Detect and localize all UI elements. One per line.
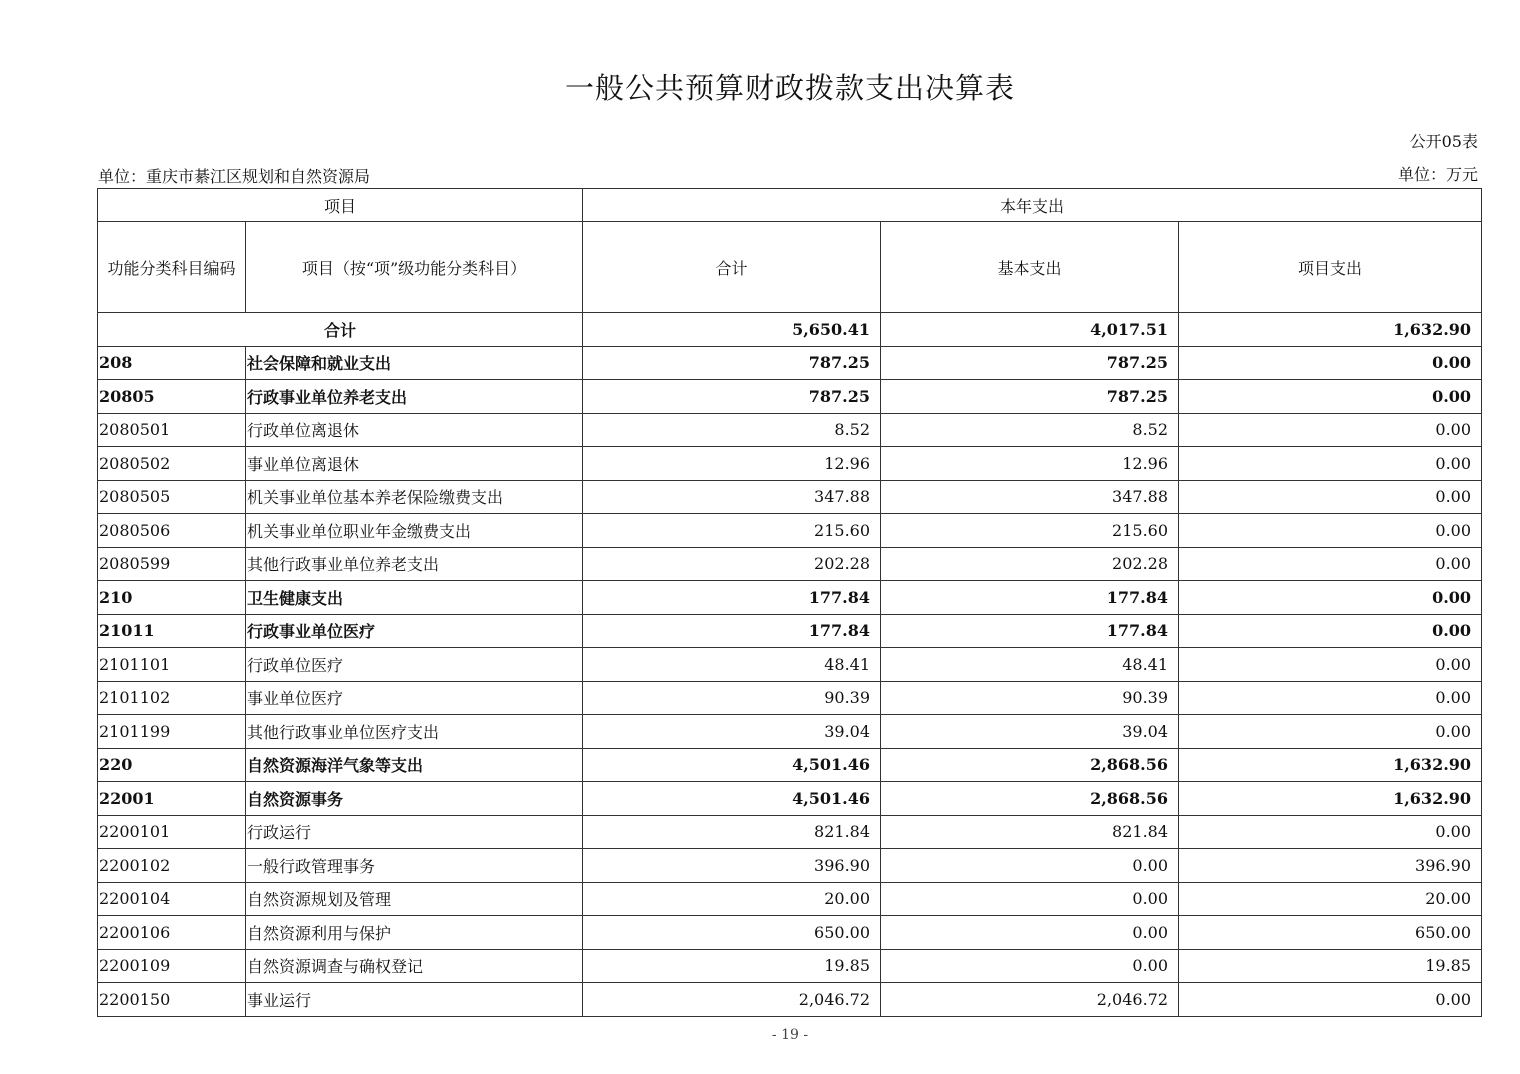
table-row [98,882,1482,916]
row-total: 12.96 [583,447,881,481]
row-total: 650.00 [583,916,881,950]
table-row [98,514,1482,548]
row-code: 2080501 [98,413,246,447]
row-name: 行政事业单位养老支出 [246,380,583,414]
row-basic: 0.00 [881,849,1179,883]
row-project: 0.00 [1179,346,1482,380]
form-number: 公开05表 [1409,132,1478,151]
row-name: 自然资源调查与确权登记 [246,949,583,983]
row-name: 机关事业单位基本养老保险缴费支出 [246,480,583,514]
row-code: 2200109 [98,949,246,983]
row-total: 8.52 [583,413,881,447]
currency-unit: 单位：万元 [1397,165,1478,184]
total-label: 合计 [98,313,583,347]
table-row [98,346,1482,380]
header-project-exp: 项目支出 [1179,222,1482,313]
row-basic: 347.88 [881,480,1179,514]
table-row [98,413,1482,447]
table-row [98,983,1482,1017]
header-total: 合计 [583,222,881,313]
row-project: 0.00 [1179,514,1482,548]
row-basic: 787.25 [881,346,1179,380]
total-row [98,313,1482,347]
table-row [98,849,1482,883]
row-code: 2101199 [98,715,246,749]
table-row [98,480,1482,514]
header-row-top [98,189,1482,222]
table-row [98,782,1482,816]
header-project: 项目 [98,189,583,222]
row-code: 2200106 [98,916,246,950]
table-row [98,547,1482,581]
row-basic: 177.84 [881,581,1179,615]
row-name: 其他行政事业单位医疗支出 [246,715,583,749]
row-name: 自然资源利用与保护 [246,916,583,950]
row-total: 39.04 [583,715,881,749]
row-total: 20.00 [583,882,881,916]
row-code: 2200104 [98,882,246,916]
row-basic: 8.52 [881,413,1179,447]
row-code: 2080502 [98,447,246,481]
page-title: 一般公共预算财政拨款支出决算表 [564,71,1015,105]
row-total: 347.88 [583,480,881,514]
table-row [98,648,1482,682]
row-project: 0.00 [1179,581,1482,615]
row-name: 行政运行 [246,815,583,849]
row-name: 其他行政事业单位养老支出 [246,547,583,581]
table-row [98,715,1482,749]
row-project: 0.00 [1179,681,1482,715]
row-project: 396.90 [1179,849,1482,883]
row-total: 4,501.46 [583,748,881,782]
row-name: 卫生健康支出 [246,581,583,615]
row-project: 650.00 [1179,916,1482,950]
row-code: 2200150 [98,983,246,1017]
row-basic: 821.84 [881,815,1179,849]
table-row [98,614,1482,648]
row-project: 19.85 [1179,949,1482,983]
row-project: 1,632.90 [1179,782,1482,816]
row-basic: 0.00 [881,949,1179,983]
row-name: 行政单位离退休 [246,413,583,447]
row-basic: 787.25 [881,380,1179,414]
table-row [98,815,1482,849]
row-name: 一般行政管理事务 [246,849,583,883]
row-name: 事业单位离退休 [246,447,583,481]
row-project: 0.00 [1179,614,1482,648]
row-total: 4,501.46 [583,782,881,816]
row-name: 自然资源事务 [246,782,583,816]
row-basic: 48.41 [881,648,1179,682]
row-name: 行政事业单位医疗 [246,614,583,648]
row-code: 20805 [98,380,246,414]
row-basic: 39.04 [881,715,1179,749]
row-code: 2200101 [98,815,246,849]
row-basic: 177.84 [881,614,1179,648]
row-code: 210 [98,581,246,615]
row-code: 2200102 [98,849,246,883]
row-project: 0.00 [1179,815,1482,849]
header-row-bottom [98,222,1482,313]
expenditure-table [97,188,1482,1017]
row-total: 177.84 [583,614,881,648]
row-basic: 0.00 [881,916,1179,950]
row-name: 机关事业单位职业年金缴费支出 [246,514,583,548]
row-basic: 215.60 [881,514,1179,548]
table-row [98,916,1482,950]
row-code: 21011 [98,614,246,648]
reporting-unit: 单位：重庆市綦江区规划和自然资源局 [98,167,371,186]
row-name: 事业运行 [246,983,583,1017]
row-project: 0.00 [1179,480,1482,514]
row-total: 2,046.72 [583,983,881,1017]
table-row [98,681,1482,715]
table-row [98,581,1482,615]
table-row [98,748,1482,782]
header-code: 功能分类科目编码 [98,222,246,313]
row-basic: 202.28 [881,547,1179,581]
row-total: 19.85 [583,949,881,983]
table-row [98,380,1482,414]
row-project: 0.00 [1179,413,1482,447]
row-name: 自然资源规划及管理 [246,882,583,916]
row-total: 202.28 [583,547,881,581]
row-name: 自然资源海洋气象等支出 [246,748,583,782]
total-basic: 4,017.51 [881,313,1179,347]
row-name: 社会保障和就业支出 [246,346,583,380]
row-project: 0.00 [1179,447,1482,481]
row-basic: 2,046.72 [881,983,1179,1017]
row-project: 0.00 [1179,648,1482,682]
row-code: 220 [98,748,246,782]
row-project: 1,632.90 [1179,748,1482,782]
row-code: 2080505 [98,480,246,514]
header-item-name: 项目（按“项”级功能分类科目） [246,222,583,313]
row-total: 821.84 [583,815,881,849]
total-project: 1,632.90 [1179,313,1482,347]
row-code: 2080506 [98,514,246,548]
row-name: 事业单位医疗 [246,681,583,715]
header-basic: 基本支出 [881,222,1179,313]
row-code: 2101101 [98,648,246,682]
row-total: 177.84 [583,581,881,615]
row-total: 48.41 [583,648,881,682]
header-current-year: 本年支出 [583,189,1482,222]
row-total: 787.25 [583,346,881,380]
row-total: 90.39 [583,681,881,715]
row-project: 0.00 [1179,547,1482,581]
row-basic: 2,868.56 [881,782,1179,816]
row-basic: 0.00 [881,882,1179,916]
row-code: 208 [98,346,246,380]
row-total: 215.60 [583,514,881,548]
row-basic: 12.96 [881,447,1179,481]
table-row [98,447,1482,481]
row-project: 0.00 [1179,715,1482,749]
row-name: 行政单位医疗 [246,648,583,682]
row-total: 396.90 [583,849,881,883]
row-basic: 90.39 [881,681,1179,715]
row-basic: 2,868.56 [881,748,1179,782]
row-project: 0.00 [1179,380,1482,414]
row-project: 20.00 [1179,882,1482,916]
total-sum: 5,650.41 [583,313,881,347]
row-code: 2101102 [98,681,246,715]
page-number: - 19 - [771,1027,809,1043]
table-row [98,949,1482,983]
row-code: 2080599 [98,547,246,581]
row-total: 787.25 [583,380,881,414]
row-project: 0.00 [1179,983,1482,1017]
row-code: 22001 [98,782,246,816]
